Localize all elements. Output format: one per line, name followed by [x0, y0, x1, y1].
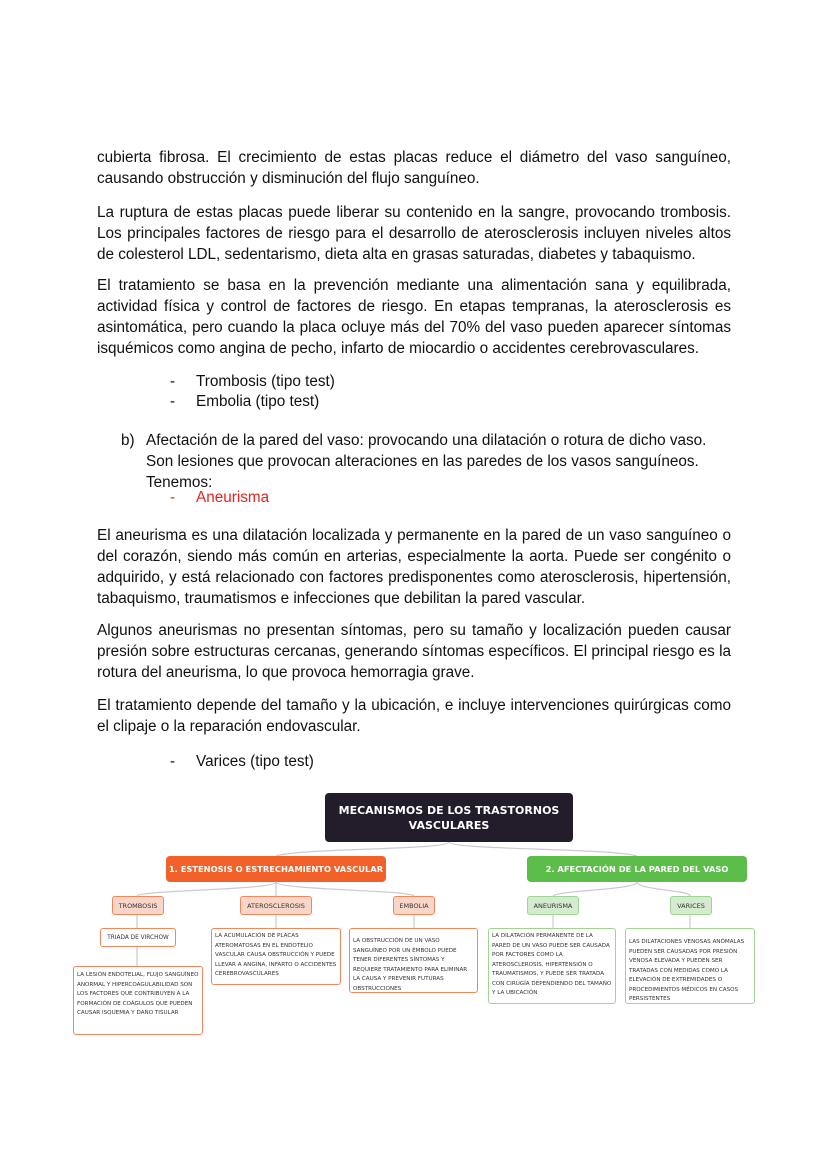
paragraph: cubierta fibrosa. El crecimiento de estas placas reduce el diámetro del vaso sanguíneo, causando obstrucción y disminución del flujo sanguíneo. — [97, 149, 731, 187]
text-aterosclerosis: LA ACUMULACIÓN DE PLACAS ATEROMATOSAS EN EL ENDOTELIO VASCULAR CAUSA OBSTRUCCIÓN Y PUEDE LLEVAR A ANGINA, INFARTO O ACCIDENTES CEREBROVASCULARES — [211, 928, 341, 985]
paragraph: El aneurisma es una dilatación localizada y permanente en la pared de un vaso sanguíneo o del corazón, siendo más común en arterias, especialmente la aorta. Puede ser congénito o adquirido, y está relacionado con factores predisponentes como aterosclerosis, hipertensión, tabaquismo, traumatismos e infecciones que debilitan la pared vascular. — [97, 527, 731, 607]
node-aterosclerosis: ATEROSCLEROSIS — [240, 896, 312, 915]
branch-afectacion-pared: 2. AFECTACIÓN DE LA PARED DEL VASO — [527, 856, 747, 882]
node-embolia: EMBOLIA — [393, 896, 435, 915]
bullet-dash: - — [170, 753, 176, 770]
text-virchow: LA LESIÓN ENDOTELIAL, FLUJO SANGUÍNEO ANORMAL Y HIPERCOAGULABILIDAD SON LOS FACTORES QUE CONTRIBUYEN A LA FORMACIÓN DE COÁGULOS QUE PUEDEN CAUSAR ISQUEMIA Y DAÑO TISULAR — [73, 966, 203, 1035]
bullet-dash: - — [170, 393, 176, 410]
node-trombosis: TROMBOSIS — [112, 896, 164, 915]
text-embolia: LA OBSTRUCCIÓN DE UN VASO SANGUÍNEO POR UN ÉMBOLO PUEDE TENER DIFERENTES SÍNTOMAS Y REQUIERE TRATAMIENTO PARA ELIMINAR LA CAUSA Y PREVENIR FUTURAS OBSTRUCCIONES — [349, 928, 478, 993]
list-item-text: Varices (tipo test) — [196, 753, 314, 770]
bullet-dash: - — [170, 489, 176, 506]
paragraph: Algunos aneurismas no presentan síntomas, pero su tamaño y localización pueden causar presión sobre estructuras cercanas, generando síntomas específicos. El principal riesgo es la rotura del aneurisma, lo que provoca hemorragia grave. — [97, 622, 731, 681]
diagram-title: MECANISMOS DE LOS TRASTORNOS VASCULARES — [325, 793, 573, 842]
node-aneurisma: ANEURISMA — [527, 896, 579, 915]
list-item-text: Trombosis (tipo test) — [196, 373, 335, 390]
node-varices: VARICES — [670, 896, 712, 915]
bullet-dash: - — [170, 373, 176, 390]
node-triada-virchow: TRIADA DE VIRCHOW — [100, 928, 176, 947]
paragraph: El tratamiento depende del tamaño y la ubicación, e incluye intervenciones quirúrgicas como el clipaje o la reparación endovascular. — [97, 697, 731, 735]
heading-text: Aneurisma — [196, 489, 270, 506]
paragraph: La ruptura de estas placas puede liberar su contenido en la sangre, provocando trombosis. Los principales factores de riesgo para el desarrollo de aterosclerosis incluyen niveles altos de colesterol LDL, sedentarismo, dieta alta en grasas saturadas, diabetes y tabaquismo. — [97, 204, 731, 263]
paragraph: El tratamiento se basa en la prevención mediante una alimentación sana y equilibrada, actividad física y control de factores de riesgo. En etapas tempranas, la aterosclerosis es asintomática, pero cuando la placa ocluye más del 70% del vaso pueden aparecer síntomas isquémicos como angina de pecho, infarto de miocardio o accidentes cerebrovasculares. — [97, 277, 731, 357]
list-item-text: Afectación de la pared del vaso: provocando una dilatación o rotura de dicho vaso. Son lesiones que provocan alteraciones en las paredes de los vasos sanguíneos. Tenemos: — [146, 432, 707, 491]
text-varices: LAS DILATACIONES VENOSAS ANÓMALAS PUEDEN SER CAUSADAS POR PRESIÓN VENOSA ELEVADA Y PUEDEN SER TRATADAS CON MEDIDAS COMO LA ELEVACIÓN DE EXTREMIDADES O PROCEDIMIENTOS MÉDICOS EN CASOS PERSISTENTES — [625, 928, 755, 1004]
list-label: b) — [121, 432, 135, 449]
branch-estenosis: 1. ESTENOSIS O ESTRECHAMIENTO VASCULAR — [166, 856, 386, 882]
text-aneurisma: LA DILATACIÓN PERMANENTE DE LA PARED DE UN VASO PUEDE SER CAUSADA POR FACTORES COMO LA ATEROSCLEROSIS, HIPERTENSIÓN O TRAUMATISMOS, Y PUEDE SER TRATADA CON CIRUGÍA DEPENDIENDO DEL TAMAÑO Y LA UBICACIÓN — [488, 928, 616, 1004]
list-item-text: Embolia (tipo test) — [196, 393, 320, 410]
